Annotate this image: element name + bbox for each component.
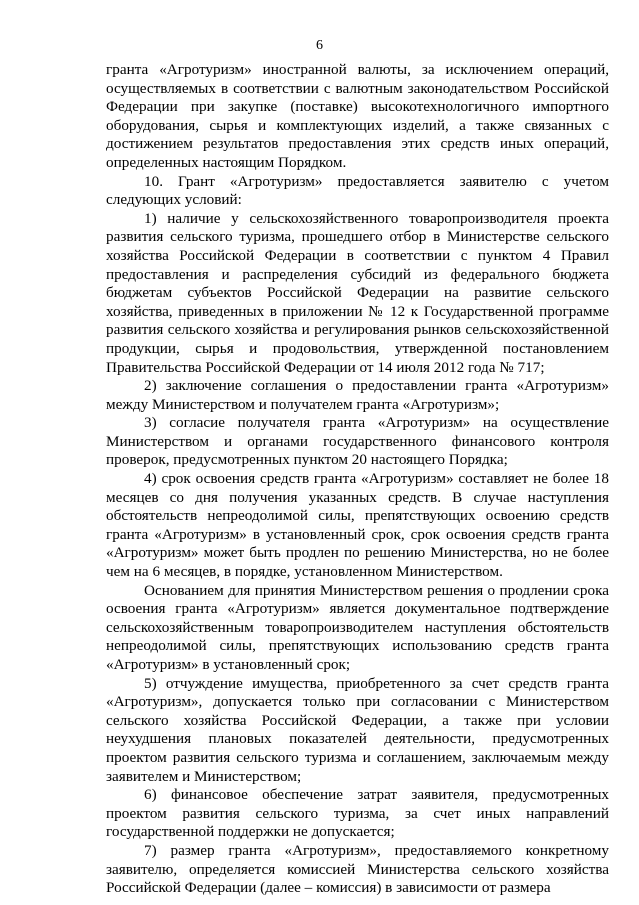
paragraph-condition-6: 6) финансовое обеспечение затрат заявителя, предусмотренных проектом развития сельского туризма, за счет иных направлений государственной поддержки не допускается; <box>106 786 609 841</box>
paragraph-condition-7: 7) размер гранта «Агротуризм», предоставляемого конкретному заявителю, определяется комиссией Министерства сельского хозяйства Российской Федерации (далее – комиссия) в зависимости от размера <box>106 841 609 897</box>
paragraph-condition-3: 3) согласие получателя гранта «Агротуризм» на осуществление Министерством и органами государственного финансового контроля проверок, предусмотренных пунктом 20 настоящего Порядка; <box>106 414 609 469</box>
document-body <box>106 61 609 898</box>
paragraph-condition-5: 5) отчуждение имущества, приобретенного за счет средств гранта «Агротуризм», допускается только при согласовании с Министерством сельского хозяйства Российской Федерации, а также при условии неухудшения плановых показателей деятельности, предусмотренных проектом развития сельского туризма и соглашением, заключаемым между заявителем и Министерством; <box>106 674 609 785</box>
paragraph-condition-4: 4) срок освоения средств гранта «Агротуризм» составляет не более 18 месяцев со дня получения указанных средств. В случае наступления обстоятельств непреодолимой силы, препятствующих освоению средств гранта «Агротуризм» в установленный срок, срок освоения средств гранта «Агротуризм» может быть продлен по решению Министерства, но не более чем на 6 месяцев, в порядке, установленном Министерством. <box>106 470 609 581</box>
paragraph-extension-basis: Основанием для принятия Министерством решения о продлении срока освоения гранта «Агротуризм» является документальное подтверждение сельскохозяйственным товаропроизводителем наступления обстоятельств непреодолимой силы, препятствующих использованию средств гранта «Агротуризм» в установленный срок; <box>106 581 609 673</box>
paragraph-condition-2: 2) заключение соглашения о предоставлении гранта «Агротуризм» между Министерством и получателем гранта «Агротуризм»; <box>106 377 609 413</box>
page-number: 6 <box>316 38 323 53</box>
paragraph-condition-1: 1) наличие у сельскохозяйственного товаропроизводителя проекта развития сельского туризма, прошедшего отбор в Министерстве сельского хозяйства Российской Федерации в соответствии с пунктом 4 Правил предоставления и распределения субсидий из федерального бюджета бюджетам субъектов Российской Федерации на развитие сельского хозяйства, приведенных в приложении № 12 к Государственной программе развития сельского хозяйства и регулирования рынков сельскохозяйственной продукции, сырья и продовольствия, утвержденной постановлением Правительства Российской Федерации от 14 июля 2012 года № 717; <box>106 209 609 376</box>
paragraph-continuation: гранта «Агротуризм» иностранной валюты, за исключением операций, осуществляемых в соответствии с валютным законодательством Российской Федерации при закупке (поставке) высокотехнологичного импортного оборудования, сырья и комплектующих изделий, а также связанных с достижением результатов предоставления этих средств иных операций, определенных настоящим Порядком. <box>106 61 609 171</box>
paragraph-item-10: 10. Грант «Агротуризм» предоставляется заявителю с учетом следующих условий: <box>106 172 609 209</box>
